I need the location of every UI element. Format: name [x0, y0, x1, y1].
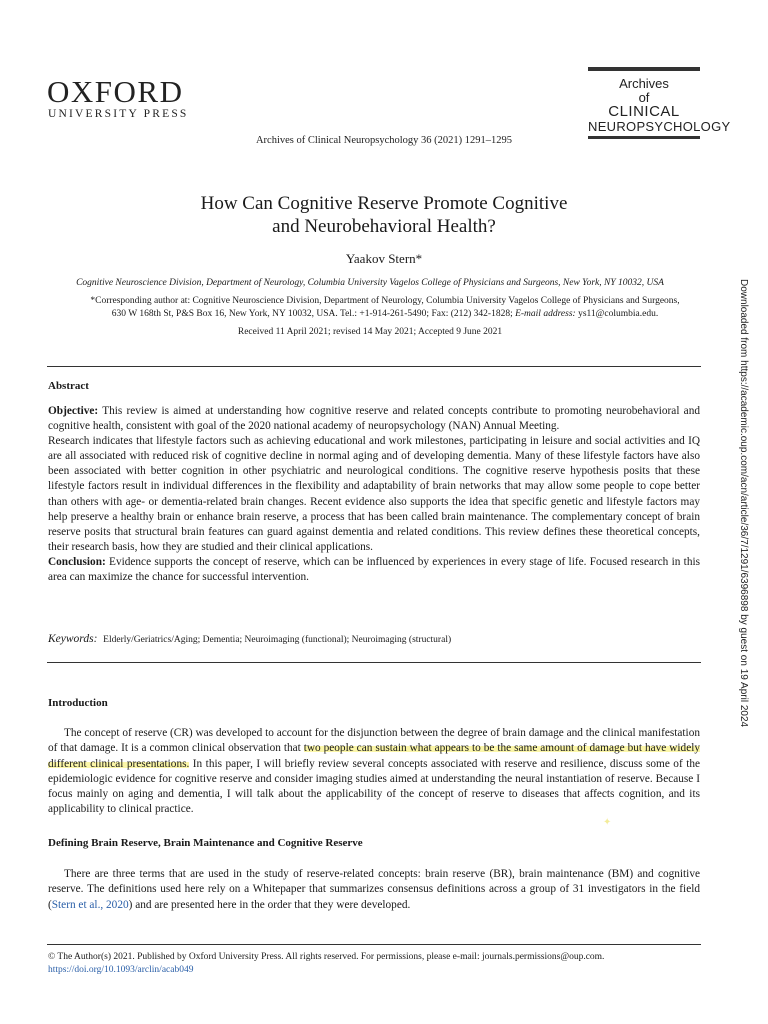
journal-logo-line4: NEUROPSYCHOLOGY	[588, 119, 731, 135]
abstract-objective	[48, 404, 700, 434]
highlighted-text[interactable]: two people can sustain what appears to be the same amount of damage but have widely different clinical presentations.	[48, 742, 700, 770]
keywords	[48, 633, 451, 645]
email-address[interactable]: ys11@columbia.edu.	[575, 309, 659, 319]
abstract-body	[48, 404, 700, 585]
abstract-heading: Abstract	[48, 380, 89, 392]
conclusion-label: Conclusion:	[48, 555, 106, 568]
email-label: E-mail address:	[515, 309, 576, 319]
paper-title-line2: and Neurobehavioral Health?	[272, 216, 496, 237]
highlight-mark-icon: ✦	[603, 817, 612, 828]
doi-link[interactable]: https://doi.org/10.1093/arclin/acab049	[48, 965, 194, 975]
objective-label: Objective:	[48, 405, 99, 417]
paper-title	[0, 192, 768, 238]
copyright-notice: © The Author(s) 2021. Published by Oxford University Press. All rights reserved. For permissions, please e-mail: journals.permissions@oup.com.	[48, 952, 605, 962]
definitions-body	[48, 867, 700, 913]
author: Yaakov Stern*	[345, 251, 423, 266]
journal-logo-line1: Archives	[619, 76, 669, 91]
corresponding-address: 630 W 168th St, P&S Box 16, New York, NY 10032, USA. Tel.: +1-914-261-5490; Fax: (212) 342-1828;	[111, 309, 516, 319]
oxford-logo: OXFORD	[47, 74, 184, 109]
definitions-text-before: There are three terms that are used in the study of reserve-related concepts: brain reserve (BR), brain maintenance (BM) and cognitive reserve. The definitions used here rely on a Whitepaper that summarizes consensus definitions across a group of 31 investigators in the field (	[48, 868, 700, 911]
keywords-label: Keywords:	[48, 633, 98, 645]
journal-logo	[588, 67, 731, 139]
objective-text: This review is aimed at understanding how cognitive reserve and related concepts contribute to promoting neurobehavioral and cognitive health, consistent with goal of the 2020 national academy of neuropsychology (NAN) Annual Meeting.	[48, 405, 700, 433]
definitions-paragraph	[48, 867, 700, 913]
introduction-body	[48, 726, 700, 818]
corresponding-author	[40, 295, 730, 321]
definitions-text-after: ) and are presented here in the order that they were developed.	[128, 898, 411, 911]
introduction-paragraph	[48, 726, 700, 818]
paper-title-line1: How Can Cognitive Reserve Promote Cognitive	[200, 193, 568, 214]
abstract-main: Research indicates that lifestyle factors such as achieving educational and work milestones, participating in leisure and social activities and IQ are all associated with reduced risk of cognitive decline in normal aging and of developing dementia. Many of these lifestyle factors have also been associated with better cognition in other psychiatric and neurological conditions. The cognitive reserve hypothesis posits that these lifestyle factors result in individual differences in the flexibility and adaptability of brain networks that may allow some people to cope better than others with age- or dementia-related brain changes. Recent evidence also supports the idea that specific genetic and lifestyle factors may help preserve a healthy brain or enhance brain reserve, a process that has been called brain maintenance. The complementary concept of brain reserve posits that structural brain features can guard against dementia and related conditions. This review defines these theoretical concepts, their research basis, how they are studied and their clinical applications.	[48, 435, 700, 553]
journal-logo-line3: CLINICAL	[608, 103, 680, 121]
citation-link[interactable]: Stern et al., 2020	[51, 898, 129, 911]
conclusion-text: Evidence supports the concept of reserve, which can be influenced by experiences in every stage of life. Focused research in this area can maximize the chance for successful intervention.	[48, 555, 700, 584]
section-heading-definitions: Defining Brain Reserve, Brain Maintenance and Cognitive Reserve	[48, 837, 363, 849]
abstract-conclusion	[48, 555, 700, 585]
download-watermark: Downloaded from https://academic.oup.com/acn/article/36/7/1291/6396898 by guest on 19 April 2024	[738, 279, 749, 728]
intro-text-before: The concept of reserve (CR) was developed to account for the disjunction between the degree of brain damage and the clinical manifestation of that damage. It is a common clinical observation that	[48, 727, 700, 755]
introduction-heading: Introduction	[48, 697, 108, 709]
footer	[48, 951, 604, 977]
divider-footer	[47, 944, 701, 945]
corresponding-line1: *Corresponding author at: Cognitive Neuroscience Division, Department of Neurology, Columbia University Vagelos College of Physicians and Surgeons,	[90, 296, 680, 306]
affiliation: Cognitive Neuroscience Division, Department of Neurology, Columbia University Vagelos College of Physicians and Surgeons, New York, NY 10032, USA	[76, 278, 664, 288]
divider-top	[47, 366, 701, 367]
keywords-values: Elderly/Geriatrics/Aging; Dementia; Neuroimaging (functional); Neuroimaging (structural)	[103, 635, 452, 645]
oxford-logo-subtitle: UNIVERSITY PRESS	[48, 108, 189, 120]
article-dates: Received 11 April 2021; revised 14 May 2021; Accepted 9 June 2021	[237, 327, 503, 337]
divider-abstract	[47, 662, 701, 663]
intro-text-after: In this paper, I will briefly review several concepts associated with reserve and resilience, discuss some of the epidemiologic evidence for cognitive reserve and consider imaging studies aimed at understanding the neural instantiation of reserve. Because I focus mainly on aging and dementia, I will talk about the applicability of the concept of reserve to diseases that affects cognition, and its applicability to clinical practice.	[48, 757, 700, 816]
corresponding-line2	[40, 308, 730, 321]
journal-logo-line2: of	[638, 89, 650, 105]
journal-reference: Archives of Clinical Neuropsychology 36 (2021) 1291–1295	[255, 135, 513, 146]
